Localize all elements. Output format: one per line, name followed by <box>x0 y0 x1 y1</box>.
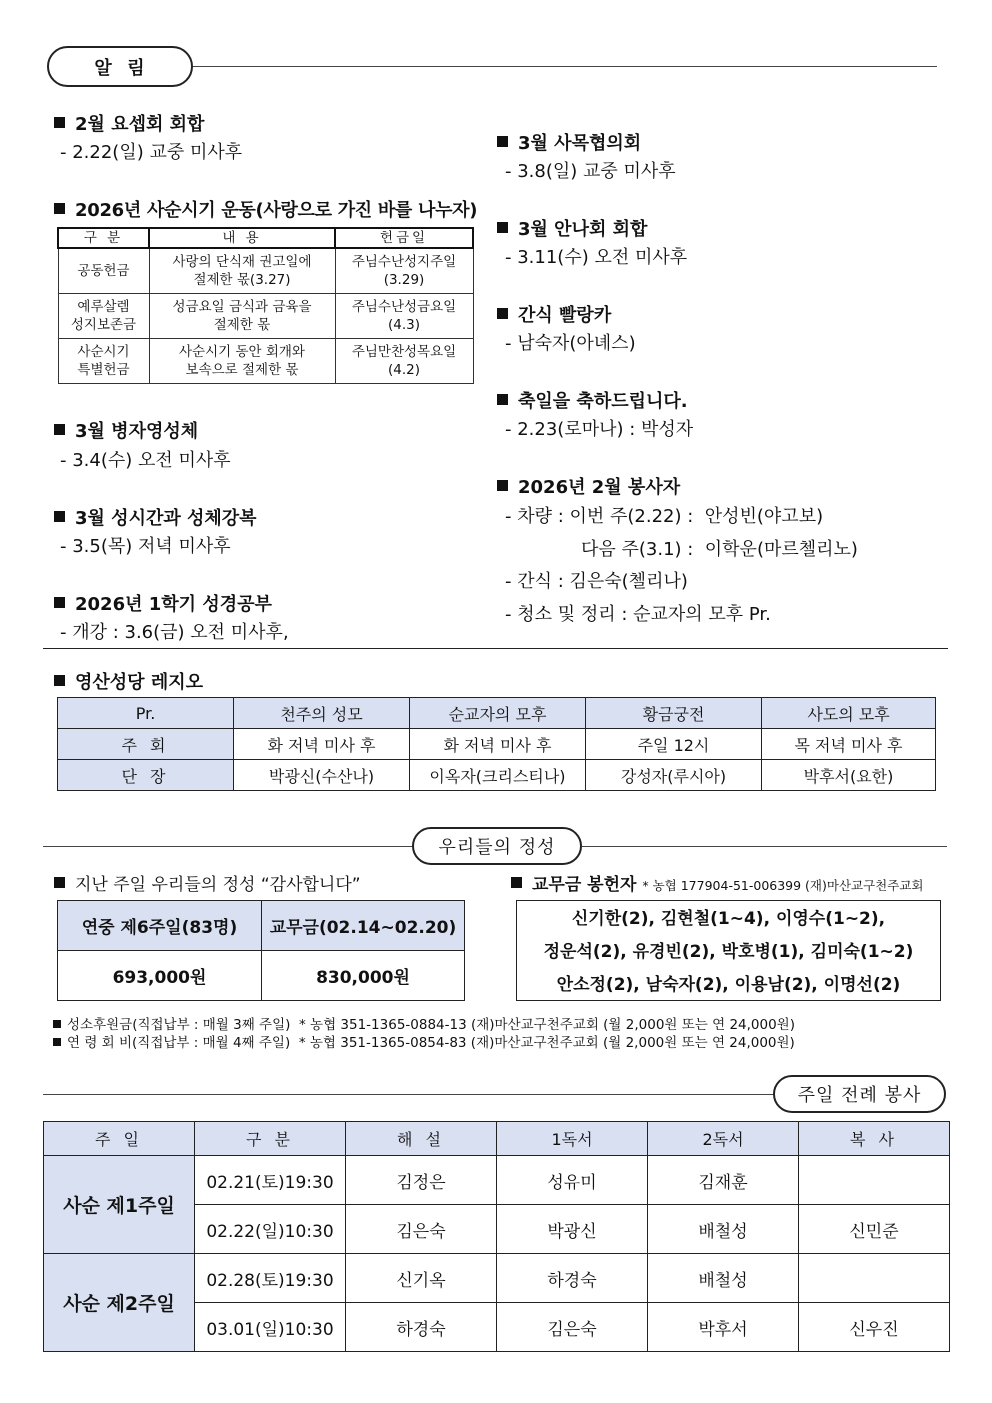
divider <box>43 1094 776 1095</box>
table-row <box>58 729 936 760</box>
table-header: 해 설 <box>346 1122 497 1156</box>
section-title: 3월 병자영성체 <box>54 417 198 443</box>
table-row <box>58 338 473 383</box>
section-title: 3월 안나회 회합 <box>497 215 647 241</box>
table-row <box>44 1156 950 1205</box>
table-cell: 김은숙 <box>346 1205 497 1254</box>
table-cell: 박광신 <box>497 1205 648 1254</box>
section-line: - 3.11(수) 오전 미사후 <box>505 247 688 268</box>
offering-header: 우리들의 정성 <box>412 827 582 865</box>
section-line: - 2.22(일) 교중 미사후 <box>60 142 243 163</box>
section-title: 2026년 사순시기 운동(사랑으로 가진 바를 나누자) <box>54 196 477 222</box>
table-header: 2독서 <box>648 1122 799 1156</box>
divider <box>582 846 947 847</box>
section-line: - 3.8(일) 교중 미사후 <box>505 161 676 182</box>
row-header: 주 회 <box>58 729 234 760</box>
liturgy-table <box>43 1121 950 1352</box>
table-cell: 하경숙 <box>346 1303 497 1352</box>
table-cell: 박후서(요한) <box>762 760 936 791</box>
section-title: 3월 사목협의회 <box>497 129 641 155</box>
section-title: 2026년 1학기 성경공부 <box>54 590 272 616</box>
table-cell: 02.22(일)10:30 <box>195 1205 346 1254</box>
donor-list: 신기한(2), 김현철(1~4), 이영수(1~2), 정운석(2), 유경빈(2), 박호병(1), 김미숙(1~2) 안소정(2), 남숙자(2), 이용남(2), 이명선(2) <box>516 900 941 1001</box>
table-cell: 배철성 <box>648 1254 799 1303</box>
table-header: 주 일 <box>44 1122 195 1156</box>
table-cell: 하경숙 <box>497 1254 648 1303</box>
table-row <box>44 1122 950 1156</box>
lent-table <box>57 227 474 384</box>
table-header: 천주의 성모 <box>234 698 410 729</box>
section-line: - 개강 : 3.6(금) 오전 미사후, <box>60 622 289 643</box>
section-title: 축일을 축하드립니다. <box>497 387 688 413</box>
table-cell: 신우진 <box>799 1303 950 1352</box>
table-cell: 사순시기 특별헌금 <box>58 338 149 383</box>
table-cell: 주일 12시 <box>586 729 762 760</box>
table-cell <box>799 1156 950 1205</box>
table-cell: 신기옥 <box>346 1254 497 1303</box>
section-line: - 3.4(수) 오전 미사후 <box>60 450 231 471</box>
table-row <box>58 901 465 951</box>
section-line: - 차량 : 이번 주(2.22) : 안성빈(야고보) <box>505 506 824 527</box>
divider <box>193 66 937 67</box>
table-cell: 공동헌금 <box>58 248 149 293</box>
table-row <box>58 698 936 729</box>
table-cell: 화 저녁 미사 후 <box>410 729 586 760</box>
table-cell: 주님수난성지주일 (3.29) <box>335 248 473 293</box>
table-header: 사도의 모후 <box>762 698 936 729</box>
table-cell: 사순시기 동안 회개와 보속으로 절제한 몫 <box>149 338 335 383</box>
table-cell: 02.28(토)19:30 <box>195 1254 346 1303</box>
table-header: 연중 제6주일(83명) <box>58 901 262 951</box>
offering-table <box>57 900 465 1001</box>
table-header: 1독서 <box>497 1122 648 1156</box>
section-line: - 3.5(목) 저녁 미사후 <box>60 536 231 557</box>
table-header: 구 분 <box>195 1122 346 1156</box>
table-cell <box>799 1254 950 1303</box>
table-header: 복 사 <box>799 1122 950 1156</box>
section-title: 2026년 2월 봉사자 <box>497 473 680 499</box>
table-cell: 성금요일 금식과 금육을 절제한 몫 <box>149 293 335 338</box>
table-cell: 목 저녁 미사 후 <box>762 729 936 760</box>
table-cell: 성유미 <box>497 1156 648 1205</box>
row-header: 단 장 <box>58 760 234 791</box>
section-title: 2월 요셉회 회합 <box>54 110 204 136</box>
note-line: 성소후원금(직접납부 : 매월 3째 주일) * 농협 351-1365-0884-13 (재)마산교구천주교회 (월 2,000원 또는 연 24,000원) <box>53 1013 795 1033</box>
table-header: 순교자의 모후 <box>410 698 586 729</box>
table-cell: 사랑의 단식재 권고일에 절제한 몫(3.27) <box>149 248 335 293</box>
table-header: Pr. <box>58 698 234 729</box>
divider <box>43 648 948 649</box>
section-title: 간식 빨랑카 <box>497 301 611 327</box>
section-title: 3월 성시간과 성체강복 <box>54 504 257 530</box>
table-row <box>58 951 465 1001</box>
section-line: - 2.23(로마나) : 박성자 <box>505 419 694 440</box>
table-cell: 이옥자(크리스티나) <box>410 760 586 791</box>
table-cell: 693,000원 <box>58 951 262 1001</box>
table-cell: 03.01(일)10:30 <box>195 1303 346 1352</box>
section-title: 교무금 봉헌자 * 농협 177904-51-006399 (재)마산교구천주교회 <box>511 870 924 895</box>
table-row <box>58 248 473 293</box>
liturgy-header: 주일 전례 봉사 <box>773 1075 946 1113</box>
week-label: 사순 제2주일 <box>44 1254 195 1352</box>
table-header: 내 용 <box>149 228 335 248</box>
section-title: 영산성당 레지오 <box>54 668 203 694</box>
week-label: 사순 제1주일 <box>44 1156 195 1254</box>
table-row <box>44 1254 950 1303</box>
table-cell: 02.21(토)19:30 <box>195 1156 346 1205</box>
table-header: 황금궁전 <box>586 698 762 729</box>
table-cell: 김재훈 <box>648 1156 799 1205</box>
section-title: 지난 주일 우리들의 정성 “감사합니다” <box>54 870 361 895</box>
table-header: 헌금일 <box>335 228 473 248</box>
table-cell: 박광신(수산나) <box>234 760 410 791</box>
table-cell: 김정은 <box>346 1156 497 1205</box>
legio-table <box>57 697 936 791</box>
table-cell: 박후서 <box>648 1303 799 1352</box>
section-line: 다음 주(3.1) : 이학운(마르첼리노) <box>581 539 858 560</box>
divider <box>43 846 413 847</box>
table-cell: 주님만찬성목요일 (4.2) <box>335 338 473 383</box>
note-line: 연 령 회 비(직접납부 : 매월 4째 주일) * 농협 351-1365-0854-83 (재)마산교구천주교회 (월 2,000원 또는 연 24,000원) <box>53 1031 795 1051</box>
table-header: 교무금(02.14~02.20) <box>262 901 465 951</box>
table-cell: 배철성 <box>648 1205 799 1254</box>
table-header: 구 분 <box>58 228 149 248</box>
section-line: - 간식 : 김은숙(첼리나) <box>505 571 688 592</box>
table-cell: 화 저녁 미사 후 <box>234 729 410 760</box>
table-cell: 830,000원 <box>262 951 465 1001</box>
table-cell: 예루살렘 성지보존금 <box>58 293 149 338</box>
section-line: - 남숙자(아녜스) <box>505 333 636 354</box>
table-row <box>58 293 473 338</box>
notice-header: 알 림 <box>47 46 193 87</box>
table-row <box>58 760 936 791</box>
table-cell: 신민준 <box>799 1205 950 1254</box>
table-cell: 김은숙 <box>497 1303 648 1352</box>
section-line: - 청소 및 정리 : 순교자의 모후 Pr. <box>505 604 771 625</box>
table-cell: 강성자(루시아) <box>586 760 762 791</box>
table-cell: 주님수난성금요일 (4.3) <box>335 293 473 338</box>
